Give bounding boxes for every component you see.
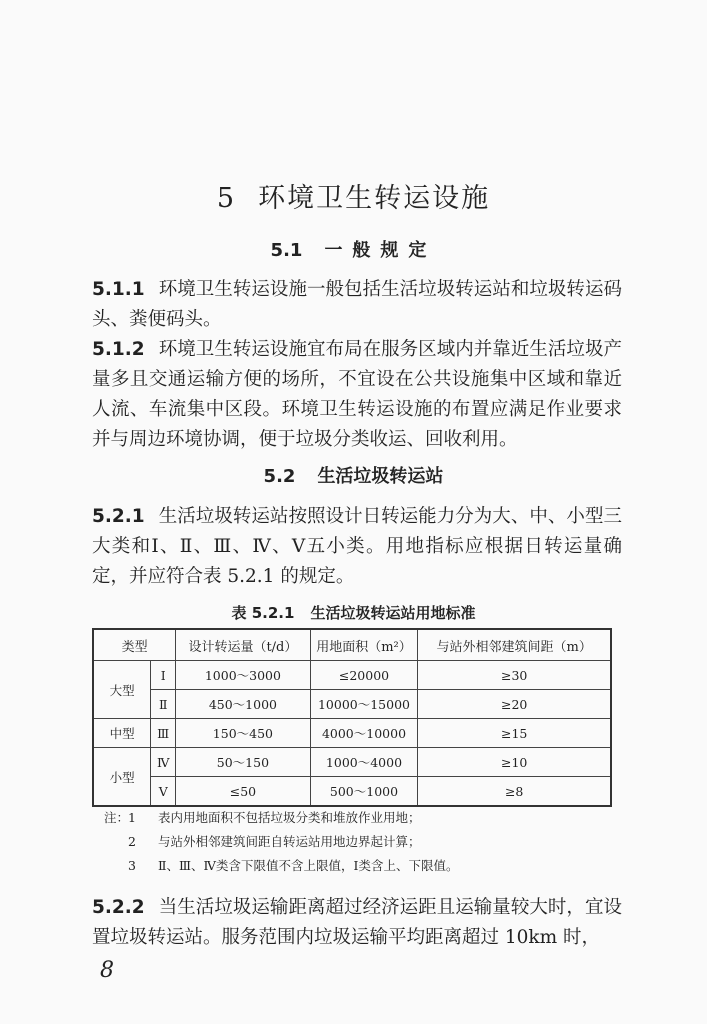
area-cell: ≤20000 [310, 661, 418, 690]
note-number: 2 [128, 834, 136, 849]
chapter-title [0, 176, 707, 215]
area-cell: 4000～10000 [310, 719, 418, 748]
group-large: 大型 [93, 661, 151, 719]
clause-text: 环境卫生转运设施宜布局在服务区域内并靠近生活垃圾产量多且交通运输方便的场所，不宜设在公共设施集中区域和靠近人流、车流集中区段。环境卫生转运设施的布置应满足作业要求并与周边环境协调，便于垃圾分类收运、回收利用。 [92, 339, 622, 450]
table-row [93, 748, 611, 777]
group-small: 小型 [93, 748, 151, 807]
note-item [104, 830, 624, 854]
clause-text: 生活垃圾转运站按照设计日转运能力分为大、中、小型三大类和Ⅰ、Ⅱ、Ⅲ、Ⅳ、Ⅴ五小类。用地指标应根据日转运量确定，并应符合表 5.2.1 的规定。 [92, 506, 622, 587]
note-text: Ⅱ、Ⅲ、Ⅳ类含下限值不含上限值，Ⅰ类含上、下限值。 [158, 858, 459, 873]
note-number: 1 [128, 810, 136, 825]
table-notes [104, 806, 624, 878]
header-type: 类型 [93, 629, 176, 661]
subclass-cell: Ⅴ [151, 777, 176, 807]
note-text: 表内用地面积不包括垃圾分类和堆放作业用地； [158, 810, 421, 825]
distance-cell: ≥15 [418, 719, 611, 748]
header-area: 用地面积（m²） [310, 629, 418, 661]
capacity-cell: 150～450 [176, 719, 310, 748]
distance-cell: ≥30 [418, 661, 611, 690]
clause-5-2-1 [92, 502, 622, 592]
table-row [93, 777, 611, 807]
land-use-standard-table [92, 628, 612, 807]
distance-cell: ≥10 [418, 748, 611, 777]
table-caption-number: 表 5.2.1 [231, 604, 295, 622]
area-cell: 10000～15000 [310, 690, 418, 719]
table-row [93, 661, 611, 690]
table-row [93, 719, 611, 748]
clause-5-1-1 [92, 275, 622, 335]
capacity-cell: 50～150 [176, 748, 310, 777]
subclass-cell: Ⅱ [151, 690, 176, 719]
clause-text: 当生活垃圾运输距离超过经济运距且运输量较大时，宜设置垃圾转运站。服务范围内垃圾运输平均距离超过 10km 时， [92, 897, 622, 948]
clause-number: 5.2.2 [92, 897, 145, 918]
distance-cell: ≥8 [418, 777, 611, 807]
note-number: 3 [128, 858, 136, 873]
group-medium: 中型 [93, 719, 151, 748]
header-distance: 与站外相邻建筑间距（m） [418, 629, 611, 661]
chapter-number: 5 [216, 183, 237, 214]
subclass-cell: Ⅳ [151, 748, 176, 777]
area-cell: 500～1000 [310, 777, 418, 807]
section-number: 5.1 [270, 240, 303, 261]
capacity-cell: 1000～3000 [176, 661, 310, 690]
capacity-cell: 450～1000 [176, 690, 310, 719]
clause-number: 5.1.1 [92, 279, 145, 300]
table-row [93, 690, 611, 719]
subclass-cell: Ⅰ [151, 661, 176, 690]
section-number: 5.2 [263, 466, 296, 487]
area-cell: 1000～4000 [310, 748, 418, 777]
clause-5-1-2 [92, 335, 622, 455]
subclass-cell: Ⅲ [151, 719, 176, 748]
note-label: 注： [104, 810, 130, 825]
section-heading-5-1 [0, 236, 707, 262]
distance-cell: ≥20 [418, 690, 611, 719]
note-item [104, 806, 624, 830]
clause-text: 环境卫生转运设施一般包括生活垃圾转运站和垃圾转运码头、粪便码头。 [92, 279, 622, 330]
chapter-title-text: 环境卫生转运设施 [258, 183, 491, 214]
page-number: 8 [100, 958, 114, 983]
table-header-row [93, 629, 611, 661]
section-title: 一般规定 [324, 240, 437, 261]
note-item [104, 854, 624, 878]
clause-5-2-2 [92, 893, 622, 953]
section-title: 生活垃圾转运站 [317, 466, 444, 487]
clause-number: 5.2.1 [92, 506, 145, 527]
table-caption-title: 生活垃圾转运站用地标准 [310, 604, 476, 622]
header-capacity: 设计转运量（t/d） [176, 629, 310, 661]
section-heading-5-2 [0, 462, 707, 488]
note-text: 与站外相邻建筑间距自转运站用地边界起计算； [158, 834, 421, 849]
capacity-cell: ≤50 [176, 777, 310, 807]
clause-number: 5.1.2 [92, 339, 145, 360]
table-caption [0, 602, 707, 623]
